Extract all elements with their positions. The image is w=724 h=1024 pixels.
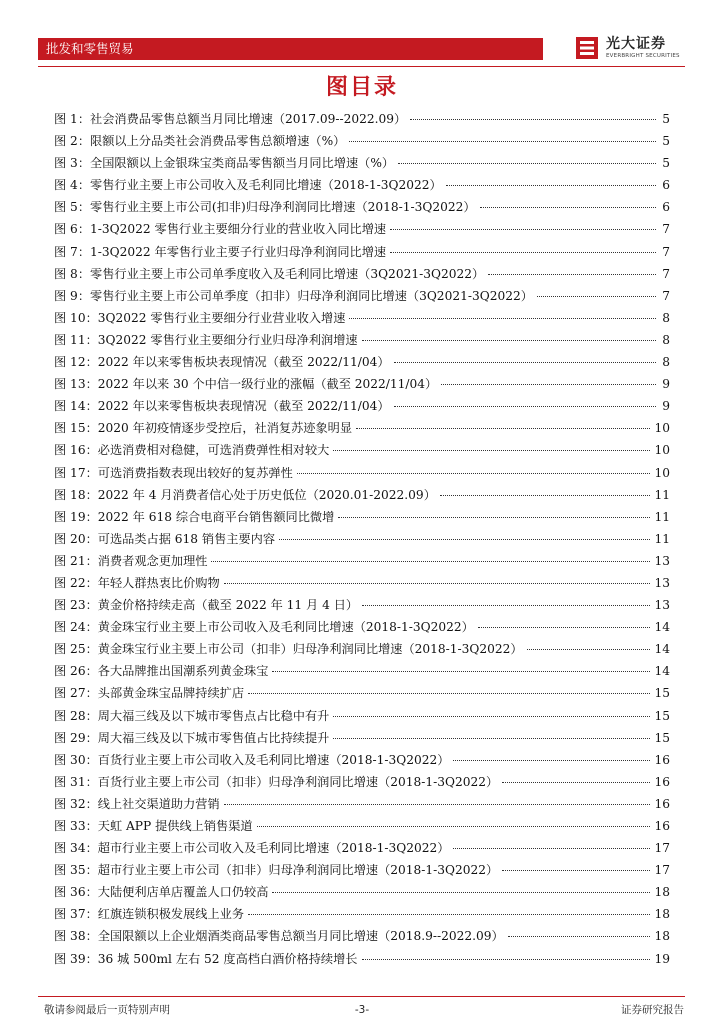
toc-dot-leader <box>440 495 651 496</box>
toc-entry[interactable] <box>54 176 670 198</box>
toc-entry[interactable] <box>54 905 670 927</box>
footer-divider <box>38 996 685 997</box>
toc-entry-label[interactable]: 图 21：消费者观念更加理性 <box>54 553 208 568</box>
toc-dot-leader <box>446 185 656 186</box>
toc-entry-page[interactable]: 9 <box>662 399 670 414</box>
toc-entry-label[interactable]: 图 39：36 城 500ml 左右 52 度高档白酒价格持续增长 <box>54 951 358 966</box>
toc-entry-page[interactable]: 17 <box>654 841 670 856</box>
toc-dot-leader <box>362 340 656 341</box>
toc-entry[interactable] <box>54 220 670 242</box>
toc-entry-label[interactable]: 图 32：线上社交渠道助力营销 <box>54 796 220 811</box>
toc-entry[interactable] <box>54 132 670 154</box>
toc-dot-leader <box>398 163 656 164</box>
toc-entry[interactable] <box>54 154 670 176</box>
toc-entry-page[interactable]: 13 <box>654 553 670 568</box>
company-logo <box>574 35 686 65</box>
toc-dot-leader <box>272 892 650 893</box>
toc-entry[interactable] <box>54 243 670 265</box>
toc-entry-page[interactable]: 13 <box>654 575 670 590</box>
toc-entry-label[interactable]: 图 26：各大品牌推出国潮系列黄金珠宝 <box>54 664 269 679</box>
toc-dot-leader <box>480 207 656 208</box>
toc-entry[interactable] <box>54 684 670 706</box>
toc-entry-page[interactable]: 19 <box>654 951 670 966</box>
toc-entry-label[interactable]: 图 38：全国限额以上企业烟酒类商品零售总额当月同比增速（2018.9--2022.09） <box>54 929 504 944</box>
toc-entry-label[interactable]: 图 11：3Q2022 零售行业主要细分行业归母净利润增速 <box>54 332 358 347</box>
toc-entry-page[interactable]: 17 <box>654 863 670 878</box>
toc-entry[interactable] <box>54 950 670 972</box>
toc-entry-label[interactable]: 图 17：可选消费指数表现出较好的复苏弹性 <box>54 465 293 480</box>
toc-entry[interactable] <box>54 397 670 419</box>
toc-entry-page[interactable]: 6 <box>662 200 670 215</box>
toc-entry-label[interactable]: 图 12：2022 年以来零售板块表现情况（截至 2022/11/04） <box>54 355 390 370</box>
toc-entry[interactable] <box>54 618 670 640</box>
toc-dot-leader <box>349 318 656 319</box>
toc-entry[interactable] <box>54 441 670 463</box>
logo-mark-icon <box>574 35 600 61</box>
toc-entry-label[interactable]: 图 22：年轻人群热衷比价购物 <box>54 575 220 590</box>
toc-entry[interactable] <box>54 508 670 530</box>
toc-entry[interactable] <box>54 729 670 751</box>
toc-entry[interactable] <box>54 751 670 773</box>
toc-dot-leader <box>502 870 650 871</box>
toc-entry-page[interactable]: 11 <box>654 509 670 524</box>
toc-entry-page[interactable]: 7 <box>662 266 670 281</box>
toc-entry-page[interactable]: 5 <box>662 134 670 149</box>
footer-disclaimer: 敬请参阅最后一页特别声明 <box>44 1004 170 1016</box>
toc-entry-page[interactable]: 18 <box>654 929 670 944</box>
toc-entry[interactable] <box>54 795 670 817</box>
toc-dot-leader <box>333 716 650 717</box>
toc-entry-page[interactable]: 7 <box>662 244 670 259</box>
logo-chinese-name: 光大证券 <box>606 36 666 52</box>
toc-entry-label[interactable]: 图 7：1-3Q2022 年零售行业主要子行业归母净利润同比增速 <box>54 244 387 259</box>
toc-dot-leader <box>333 738 650 739</box>
toc-dot-leader <box>453 848 650 849</box>
toc-dot-leader <box>349 141 656 142</box>
toc-entry-label[interactable]: 图 29：周大福三线及以下城市零售值占比持续提升 <box>54 730 330 745</box>
toc-entry[interactable] <box>54 198 670 220</box>
toc-dot-leader <box>224 804 651 805</box>
toc-entry[interactable] <box>54 419 670 441</box>
toc-entry-page[interactable]: 13 <box>654 598 670 613</box>
toc-entry-label[interactable]: 图 10：3Q2022 零售行业主要细分行业营业收入增速 <box>54 310 346 325</box>
header-section-title: 批发和零售贸易 <box>46 41 134 56</box>
toc-entry[interactable] <box>54 353 670 375</box>
toc-entry-label[interactable]: 图 27：头部黄金珠宝品牌持续扩店 <box>54 686 245 701</box>
toc-entry-label[interactable]: 图 15：2020 年初疫情逐步受控后，社消复苏迹象明显 <box>54 421 353 436</box>
toc-entry-label[interactable]: 图 9：零售行业主要上市公司单季度（扣非）归母净利润同比增速（3Q2021-3Q2022） <box>54 288 533 303</box>
toc-entry-label[interactable]: 图 33：天虹 APP 提供线上销售渠道 <box>54 819 253 833</box>
toc-entry-page[interactable]: 16 <box>654 796 670 811</box>
toc-entry-page[interactable]: 16 <box>654 774 670 789</box>
toc-entry-page[interactable]: 16 <box>654 819 670 833</box>
toc-entry-label[interactable]: 图 36：大陆便利店单店覆盖人口仍较高 <box>54 885 269 900</box>
toc-dot-leader <box>527 649 651 650</box>
toc-dot-leader <box>248 914 650 915</box>
toc-entry-page[interactable]: 18 <box>654 907 670 922</box>
toc-entry[interactable] <box>54 861 670 883</box>
toc-dot-leader <box>362 959 651 960</box>
toc-entry-page[interactable]: 7 <box>662 288 670 303</box>
toc-entry[interactable] <box>54 773 670 795</box>
toc-dot-leader <box>453 760 650 761</box>
toc-entry-label[interactable]: 图 28：周大福三线及以下城市零售点占比稳中有升 <box>54 708 330 723</box>
toc-entry[interactable] <box>54 464 670 486</box>
toc-entry-page[interactable]: 10 <box>654 421 670 436</box>
toc-entry-label[interactable]: 图 30：百货行业主要上市公司收入及毛利同比增速（2018-1-3Q2022） <box>54 752 450 767</box>
toc-entry[interactable] <box>54 927 670 949</box>
toc-entry-page[interactable]: 10 <box>654 465 670 480</box>
toc-entry-label[interactable]: 图 13：2022 年以来 30 个中信一级行业的涨幅（截至 2022/11/04） <box>54 377 438 392</box>
toc-dot-leader <box>279 539 650 540</box>
toc-entry-label[interactable]: 图 37：红旗连锁积极发展线上业务 <box>54 907 245 922</box>
toc-entry-page[interactable]: 5 <box>662 112 670 126</box>
toc-entry-page[interactable]: 15 <box>654 730 670 745</box>
figure-list <box>54 110 670 972</box>
toc-dot-leader <box>362 605 650 606</box>
toc-entry[interactable] <box>54 839 670 861</box>
toc-entry-page[interactable]: 8 <box>662 332 670 347</box>
toc-entry-label[interactable]: 图 1：社会消费品零售总额当月同比增速（2017.09--2022.09） <box>54 112 407 126</box>
toc-entry-page[interactable]: 8 <box>662 310 670 325</box>
toc-dot-leader <box>537 296 656 297</box>
toc-entry[interactable] <box>54 640 670 662</box>
page-number: -3- <box>354 1004 370 1016</box>
toc-dot-leader <box>390 252 656 253</box>
toc-entry[interactable] <box>54 883 670 905</box>
toc-entry-page[interactable]: 14 <box>654 620 670 635</box>
toc-entry-label[interactable]: 图 19：2022 年 618 综合电商平台销售额同比微增 <box>54 509 335 524</box>
header-divider <box>38 66 685 67</box>
toc-dot-leader <box>257 826 651 827</box>
toc-entry-page[interactable]: 7 <box>662 222 670 237</box>
toc-entry[interactable] <box>54 265 670 287</box>
toc-entry[interactable] <box>54 707 670 729</box>
toc-entry[interactable] <box>54 552 670 574</box>
toc-entry-label[interactable]: 图 23：黄金价格持续走高（截至 2022 年 11 月 4 日） <box>54 598 359 613</box>
toc-dot-leader <box>502 782 650 783</box>
toc-dot-leader <box>248 693 650 694</box>
toc-entry[interactable] <box>54 375 670 397</box>
toc-dot-leader <box>478 627 651 628</box>
toc-entry-page[interactable]: 16 <box>654 752 670 767</box>
toc-dot-leader <box>211 561 650 562</box>
toc-entry[interactable] <box>54 662 670 684</box>
toc-entry[interactable] <box>54 309 670 331</box>
toc-entry-label[interactable]: 图 25：黄金珠宝行业主要上市公司（扣非）归母净利润同比增速（2018-1-3Q2022） <box>54 642 523 657</box>
toc-entry-label[interactable]: 图 31：百货行业主要上市公司（扣非）归母净利润同比增速（2018-1-3Q2022） <box>54 774 499 789</box>
toc-entry-page[interactable]: 14 <box>654 642 670 657</box>
toc-entry-label[interactable]: 图 24：黄金珠宝行业主要上市公司收入及毛利同比增速（2018-1-3Q2022） <box>54 620 474 635</box>
toc-entry-page[interactable]: 8 <box>662 355 670 370</box>
toc-entry-label[interactable]: 图 6：1-3Q2022 零售行业主要细分行业的营业收入同比增速 <box>54 222 387 237</box>
toc-entry-label[interactable]: 图 34：超市行业主要上市公司收入及毛利同比增速（2018-1-3Q2022） <box>54 841 450 856</box>
toc-entry-page[interactable]: 11 <box>654 487 670 502</box>
toc-entry-page[interactable]: 5 <box>662 156 670 171</box>
toc-dot-leader <box>338 517 650 518</box>
toc-entry-page[interactable]: 9 <box>662 377 670 392</box>
toc-dot-leader <box>441 384 656 385</box>
toc-entry-label[interactable]: 图 16：必选消费相对稳健，可选消费弹性相对较大 <box>54 443 330 458</box>
toc-entry-label[interactable]: 图 35：超市行业主要上市公司（扣非）归母净利润同比增速（2018-1-3Q2022） <box>54 863 499 878</box>
toc-entry-label[interactable]: 图 5：零售行业主要上市公司(扣非)归母净利润同比增速（2018-1-3Q2022） <box>54 200 476 215</box>
toc-dot-leader <box>333 450 650 451</box>
toc-dot-leader <box>488 274 656 275</box>
toc-entry-label[interactable]: 图 3：全国限额以上金银珠宝类商品零售额当月同比增速（%） <box>54 156 395 171</box>
toc-entry-page[interactable]: 18 <box>654 885 670 900</box>
toc-entry[interactable] <box>54 596 670 618</box>
toc-entry-page[interactable]: 14 <box>654 664 670 679</box>
toc-entry-page[interactable]: 10 <box>654 443 670 458</box>
toc-entry-label[interactable]: 图 14：2022 年以来零售板块表现情况（截至 2022/11/04） <box>54 399 390 414</box>
logo-english-name: EVERBRIGHT SECURITIES <box>606 53 680 59</box>
toc-entry-label[interactable]: 图 20：可选品类占据 618 销售主要内容 <box>54 531 276 546</box>
toc-entry-label[interactable]: 图 2：限额以上分品类社会消费品零售总额增速（%） <box>54 134 346 149</box>
toc-entry-label[interactable]: 图 4：零售行业主要上市公司收入及毛利同比增速（2018-1-3Q2022） <box>54 178 442 193</box>
toc-dot-leader <box>394 406 656 407</box>
toc-entry[interactable] <box>54 817 670 839</box>
toc-entry-page[interactable]: 6 <box>662 178 670 193</box>
toc-dot-leader <box>390 229 656 230</box>
toc-entry-page[interactable]: 11 <box>654 531 670 546</box>
toc-entry-label[interactable]: 图 8：零售行业主要上市公司单季度收入及毛利同比增速（3Q2021-3Q2022） <box>54 266 485 281</box>
toc-dot-leader <box>394 362 656 363</box>
toc-dot-leader <box>508 936 651 937</box>
toc-entry[interactable] <box>54 110 670 132</box>
toc-entry[interactable] <box>54 287 670 309</box>
footer-report-type: 证券研究报告 <box>621 1004 684 1016</box>
toc-entry[interactable] <box>54 574 670 596</box>
toc-entry[interactable] <box>54 486 670 508</box>
page-title: 图目录 <box>325 75 398 100</box>
toc-entry[interactable] <box>54 331 670 353</box>
toc-entry-page[interactable]: 15 <box>654 708 670 723</box>
toc-entry-label[interactable]: 图 18：2022 年 4 月消费者信心处于历史低位（2020.01-2022.09） <box>54 487 436 502</box>
toc-dot-leader <box>272 671 650 672</box>
toc-dot-leader <box>297 473 651 474</box>
toc-dot-leader <box>410 119 656 120</box>
toc-dot-leader <box>224 583 651 584</box>
toc-dot-leader <box>356 428 650 429</box>
toc-entry[interactable] <box>54 530 670 552</box>
toc-entry-page[interactable]: 15 <box>654 686 670 701</box>
